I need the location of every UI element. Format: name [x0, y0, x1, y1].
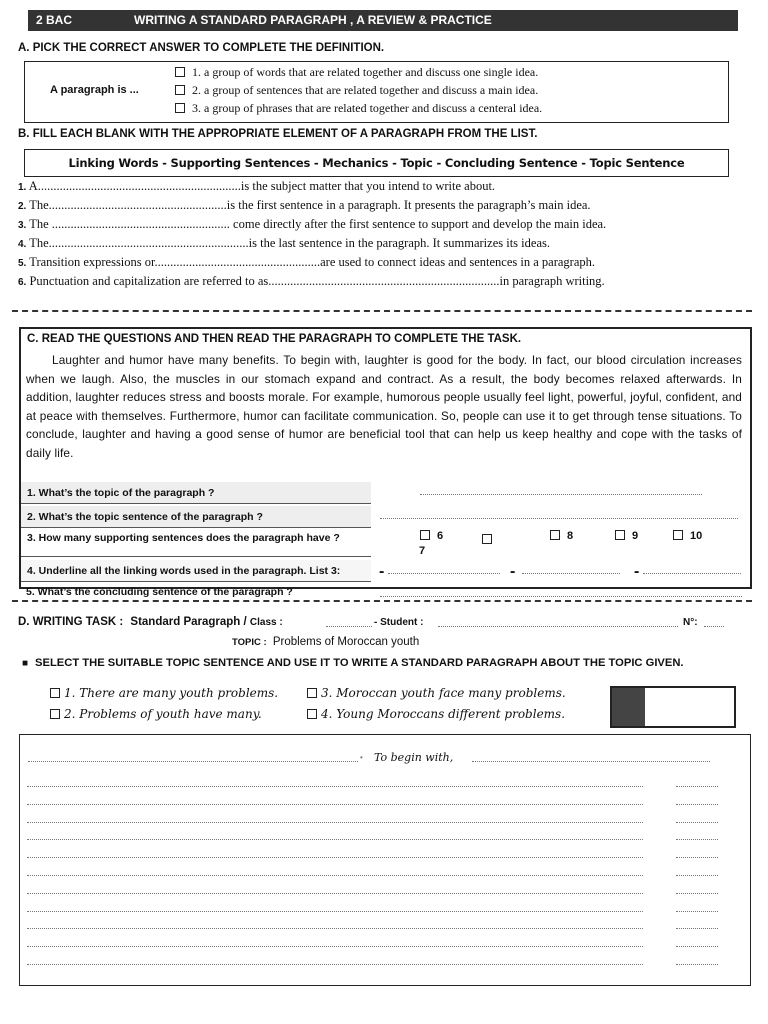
writing-line-margin[interactable]	[676, 786, 718, 787]
bullet-icon: ■	[22, 658, 29, 669]
writing-line-margin[interactable]	[676, 928, 718, 929]
checkbox[interactable]	[550, 530, 560, 540]
checkbox[interactable]	[482, 534, 492, 544]
level-label: 2 BAC	[36, 13, 73, 27]
score-box	[610, 686, 736, 728]
divider	[12, 600, 752, 602]
choice-1[interactable]: 1. There are many youth problems.	[50, 686, 278, 700]
list-dash-1: -	[379, 563, 385, 580]
writing-line-margin[interactable]	[676, 893, 718, 894]
fill-item-4[interactable]: 4. The................................................................is the last sentence in the paragraph. It summarizes its ideas.	[18, 236, 550, 250]
writing-line[interactable]	[27, 946, 643, 947]
checkbox[interactable]	[175, 103, 185, 113]
instruction-line	[22, 657, 684, 669]
writing-line-margin[interactable]	[676, 911, 718, 912]
writing-line[interactable]	[27, 893, 643, 894]
writing-line[interactable]	[27, 804, 643, 805]
writing-line-margin[interactable]	[676, 822, 718, 823]
list-dash-3: -	[634, 563, 640, 580]
student-field[interactable]	[438, 626, 678, 627]
count-option-blank[interactable]	[482, 530, 499, 548]
fill-item-1[interactable]: 1. A.................................................................is the subject matter that you intend to write about.	[18, 179, 496, 193]
answer-line-5[interactable]	[380, 596, 742, 597]
instruction-text: SELECT THE SUITABLE TOPIC SENTENCE AND USE IT TO WRITE A STANDARD PARAGRAPH ABOUT THE TOPIC GIVEN.	[35, 657, 684, 669]
count-option-9[interactable]: 9	[615, 530, 638, 542]
writing-line[interactable]	[28, 761, 358, 762]
writing-area[interactable]	[19, 734, 751, 986]
count-option-6[interactable]: 6	[420, 530, 443, 542]
writing-line-margin[interactable]	[676, 964, 718, 965]
checkbox[interactable]	[307, 688, 317, 698]
topic-line	[232, 636, 419, 648]
choice-4[interactable]: 4. Young Moroccans different problems.	[307, 707, 565, 721]
writing-line-margin[interactable]	[676, 946, 718, 947]
checkbox[interactable]	[175, 67, 185, 77]
count-option-10[interactable]: 10	[673, 530, 702, 542]
section-d-heading: D. WRITING TASK :	[18, 616, 124, 628]
linking-word-line-1[interactable]	[388, 573, 500, 574]
topic-text: Problems of Moroccan youth	[272, 636, 420, 648]
writing-line[interactable]	[27, 786, 643, 787]
writing-line[interactable]	[27, 857, 643, 858]
writing-line-margin[interactable]	[676, 875, 718, 876]
worksheet-title: WRITING A STANDARD PARAGRAPH , A REVIEW & PRACTICE	[134, 13, 492, 27]
count-option-7-label: 7	[419, 545, 426, 557]
fill-item-3[interactable]: 3. The ......................................................... come directly after the first sentence to support and develop the main idea.	[18, 217, 607, 231]
count-option-8[interactable]: 8	[550, 530, 573, 542]
checkbox[interactable]	[175, 85, 185, 95]
option-1[interactable]: 1. a group of words that are related together and discuss one single idea.	[175, 65, 538, 80]
checkbox[interactable]	[307, 709, 317, 719]
checkbox[interactable]	[50, 709, 60, 719]
writing-line[interactable]	[27, 928, 643, 929]
section-b-heading: B. FILL EACH BLANK WITH THE APPROPRIATE ELEMENT OF A PARAGRAPH FROM THE LIST.	[18, 128, 538, 140]
choice-3[interactable]: 3. Moroccan youth face many problems.	[307, 686, 566, 700]
writing-line-margin[interactable]	[676, 804, 718, 805]
writing-line-margin[interactable]	[676, 857, 718, 858]
option-3[interactable]: 3. a group of phrases that are related together and discuss a centeral idea.	[175, 101, 542, 116]
reading-paragraph: Laughter and humor have many benefits. To begin with, laughter is good for the body. In fact, our blood circulation increases when we laugh. Also, the muscles in our stomach expand and contract. As a result, the body becomes relaxed afterwards. In addition, laughter reduces stress and boosts morale. For example, humorous people usually feel light, powerful, joyful, confident, and at peace with themselves. Furthermore, humor can facilitate communication. So, people can use it to get through tense situations. To conclude, laughter and having a good sense of humor are beneficial tool that can help us keep healthy and cope with the tasks of daily life.	[26, 353, 742, 460]
question-1: 1. What’s the topic of the paragraph ?	[21, 482, 371, 504]
number-field[interactable]	[704, 626, 724, 627]
question-4: 4. Underline all the linking words used in the paragraph. List 3:	[21, 560, 371, 582]
section-c-heading: C. READ THE QUESTIONS AND THEN READ THE PARAGRAPH TO COMPLETE THE TASK.	[27, 333, 522, 345]
definition-box	[24, 61, 729, 123]
definition-lead: A paragraph is ...	[50, 84, 139, 96]
question-5: 5. What’s the concluding sentence of the paragraph ?	[26, 586, 293, 598]
element-list: Linking Words - Supporting Sentences - Mechanics - Topic - Concluding Sentence - Topic Sentence	[24, 149, 729, 177]
number-label: N°:	[683, 617, 698, 628]
section-a-heading: A. PICK THE CORRECT ANSWER TO COMPLETE THE DEFINITION.	[18, 42, 385, 54]
answer-line-2[interactable]	[380, 518, 738, 519]
writing-line-margin[interactable]	[676, 839, 718, 840]
answer-line-1[interactable]	[420, 494, 702, 495]
student-label: - Student :	[374, 617, 424, 628]
linking-word-line-3[interactable]	[643, 573, 741, 574]
task-type: Standard Paragraph /	[130, 616, 247, 628]
checkbox[interactable]	[615, 530, 625, 540]
choice-2[interactable]: 2. Problems of youth have many.	[50, 707, 262, 721]
fill-item-2[interactable]: 2. The.........................................................is the first sentence in a paragraph. It presents the paragraph’s main idea.	[18, 198, 591, 212]
writing-task-line	[18, 616, 283, 628]
fill-item-5[interactable]: 5. Transition expressions or.....................................................are used to connect ideas and sentences in a paragraph.	[18, 255, 595, 269]
writing-line[interactable]	[27, 964, 643, 965]
checkbox[interactable]	[50, 688, 60, 698]
class-label: Class :	[249, 617, 283, 628]
divider	[12, 310, 752, 312]
writing-line[interactable]	[472, 761, 710, 762]
linking-word-line-2[interactable]	[522, 573, 620, 574]
checkbox[interactable]	[673, 530, 683, 540]
writing-line[interactable]	[27, 911, 643, 912]
topic-label: TOPIC :	[232, 637, 267, 648]
class-field[interactable]	[326, 626, 372, 627]
writing-line[interactable]	[27, 875, 643, 876]
writing-line[interactable]	[27, 822, 643, 823]
starter-dot: •	[360, 753, 363, 762]
option-2[interactable]: 2. a group of sentences that are related together and discuss a main idea.	[175, 83, 538, 98]
checkbox[interactable]	[420, 530, 430, 540]
writing-line[interactable]	[27, 839, 643, 840]
fill-item-6[interactable]: 6. Punctuation and capitalization are referred to as..........................................................................in paragraph writing.	[18, 274, 605, 288]
worksheet-header	[28, 10, 738, 31]
score-box-shade	[612, 688, 645, 726]
question-2: 2. What’s the topic sentence of the paragraph ?	[21, 506, 371, 528]
question-3: 3. How many supporting sentences does the paragraph have ?	[21, 527, 371, 557]
list-dash-2: -	[510, 563, 516, 580]
paragraph-starter: To begin with,	[374, 751, 454, 764]
